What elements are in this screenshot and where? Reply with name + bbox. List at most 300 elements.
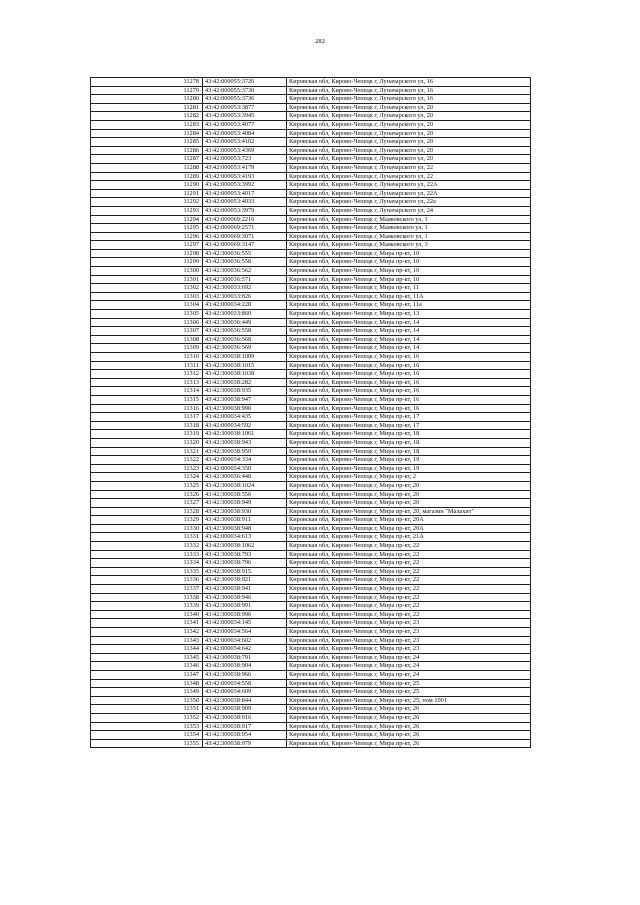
- address-cell: Кировская обл, Кирово-Чепецк г, Мира пр-кт, 21А: [287, 533, 531, 542]
- row-number-cell: 11310: [91, 353, 203, 362]
- row-number-cell: 11311: [91, 361, 203, 370]
- address-cell: Кировская обл, Кирово-Чепецк г, Луначарского ул, 16: [287, 95, 531, 104]
- row-number-cell: 11326: [91, 490, 203, 499]
- row-number-cell: 11317: [91, 413, 203, 422]
- table-row: [91, 189, 531, 198]
- address-cell: Кировская обл, Кирово-Чепецк г, Мира пр-кт, 22: [287, 542, 531, 551]
- cadastral-number-cell: 43:42:300036:569: [203, 344, 287, 353]
- table-row: [91, 533, 531, 542]
- row-number-cell: 11343: [91, 636, 203, 645]
- cadastral-number-cell: 43:42:300038:935: [203, 387, 287, 396]
- row-number-cell: 11338: [91, 593, 203, 602]
- table-row: [91, 473, 531, 482]
- table-row: [91, 361, 531, 370]
- table-row: [91, 559, 531, 568]
- cadastral-number-cell: 43:42:000053:4077: [203, 120, 287, 129]
- cadastral-number-cell: 43:42:300038:991: [203, 602, 287, 611]
- table-row: [91, 490, 531, 499]
- cadastral-number-cell: 43:42:000034:613: [203, 533, 287, 542]
- row-number-cell: 11300: [91, 267, 203, 276]
- table-row: [91, 653, 531, 662]
- address-cell: Кировская обл, Кирово-Чепецк г, Мира пр-кт, 22: [287, 593, 531, 602]
- cadastral-number-cell: 43:42:000034:602: [203, 636, 287, 645]
- address-cell: Кировская обл, Кирово-Чепецк г, Мира пр-кт, 23: [287, 628, 531, 637]
- row-number-cell: 11331: [91, 533, 203, 542]
- row-number-cell: 11284: [91, 129, 203, 138]
- table-row: [91, 679, 531, 688]
- address-cell: Кировская обл, Кирово-Чепецк г, Мира пр-кт, 10: [287, 258, 531, 267]
- address-cell: Кировская обл, Кирово-Чепецк г, Мира пр-кт, 14: [287, 318, 531, 327]
- row-number-cell: 11297: [91, 241, 203, 250]
- address-cell: Кировская обл, Кирово-Чепецк г, Мира пр-кт, 25: [287, 679, 531, 688]
- address-cell: Кировская обл, Кирово-Чепецк г, Мира пр-кт, 11А: [287, 292, 531, 301]
- table-row: [91, 645, 531, 654]
- register-table: [90, 77, 531, 748]
- address-cell: Кировская обл, Кирово-Чепецк г, Маяковского ул, 1: [287, 232, 531, 241]
- row-number-cell: 11294: [91, 215, 203, 224]
- table-row: [91, 395, 531, 404]
- row-number-cell: 11319: [91, 430, 203, 439]
- cadastral-number-cell: 43:42:300038:791: [203, 653, 287, 662]
- cadastral-number-cell: 43:42:000034:642: [203, 645, 287, 654]
- table-row: [91, 456, 531, 465]
- table-row: [91, 481, 531, 490]
- cadastral-number-cell: 43:42:000034:609: [203, 688, 287, 697]
- address-cell: Кировская обл, Кирово-Чепецк г, Мира пр-кт, 20: [287, 490, 531, 499]
- cadastral-number-cell: 43:42:300036:571: [203, 275, 287, 284]
- table-row: [91, 224, 531, 233]
- table-row: [91, 275, 531, 284]
- row-number-cell: 11340: [91, 610, 203, 619]
- cadastral-number-cell: 43:42:000053:3992: [203, 181, 287, 190]
- address-cell: Кировская обл, Кирово-Чепецк г, Мира пр-кт, 19: [287, 456, 531, 465]
- cadastral-number-cell: 43:42:300038:954: [203, 731, 287, 740]
- address-cell: Кировская обл, Кирово-Чепецк г, Мира пр-кт, 16: [287, 387, 531, 396]
- address-cell: Кировская обл, Кирово-Чепецк г, Мира пр-кт, 20, магазин "Малахит": [287, 507, 531, 516]
- table-row: [91, 146, 531, 155]
- table-row: [91, 370, 531, 379]
- row-number-cell: 11290: [91, 181, 203, 190]
- cadastral-number-cell: 43:42:300033:860: [203, 310, 287, 319]
- cadastral-number-cell: 43:42:300038:950: [203, 447, 287, 456]
- table-row: [91, 602, 531, 611]
- row-number-cell: 11349: [91, 688, 203, 697]
- table-row: [91, 95, 531, 104]
- address-cell: Кировская обл, Кирово-Чепецк г, Мира пр-кт, 17: [287, 421, 531, 430]
- address-cell: Кировская обл, Кирово-Чепецк г, Мира пр-кт, 24: [287, 670, 531, 679]
- row-number-cell: 11282: [91, 112, 203, 121]
- row-number-cell: 11342: [91, 628, 203, 637]
- cadastral-number-cell: 43:42:300038:793: [203, 550, 287, 559]
- address-cell: Кировская обл, Кирово-Чепецк г, Мира пр-кт, 24: [287, 662, 531, 671]
- address-cell: Кировская обл, Кирово-Чепецк г, Луначарского ул, 20: [287, 129, 531, 138]
- cadastral-number-cell: 43:42:000055:3730: [203, 86, 287, 95]
- cadastral-number-cell: 43:42:300038:966: [203, 670, 287, 679]
- row-number-cell: 11354: [91, 731, 203, 740]
- table-row: [91, 447, 531, 456]
- cadastral-number-cell: 43:42:300038:844: [203, 696, 287, 705]
- row-number-cell: 11322: [91, 456, 203, 465]
- address-cell: Кировская обл, Кирово-Чепецк г, Луначарского ул, 22А: [287, 189, 531, 198]
- table-row: [91, 232, 531, 241]
- row-number-cell: 11353: [91, 722, 203, 731]
- table-row: [91, 731, 531, 740]
- address-cell: Кировская обл, Кирово-Чепецк г, Мира пр-кт, 14: [287, 327, 531, 336]
- cadastral-number-cell: 43:42:300036:562: [203, 267, 287, 276]
- table-row: [91, 688, 531, 697]
- row-number-cell: 11298: [91, 249, 203, 258]
- table-row: [91, 163, 531, 172]
- table-row: [91, 198, 531, 207]
- address-cell: Кировская обл, Кирово-Чепецк г, Луначарского ул, 20: [287, 146, 531, 155]
- address-cell: Кировская обл, Кирово-Чепецк г, Мира пр-кт, 25: [287, 688, 531, 697]
- table-row: [91, 327, 531, 336]
- cadastral-number-cell: 43:42:300036:558: [203, 258, 287, 267]
- cadastral-number-cell: 43:42:000053:4369: [203, 146, 287, 155]
- address-cell: Кировская обл, Кирово-Чепецк г, Мира пр-кт, 2: [287, 473, 531, 482]
- row-number-cell: 11325: [91, 481, 203, 490]
- address-cell: Кировская обл, Кирово-Чепецк г, Мира пр-кт, 11: [287, 284, 531, 293]
- table-row: [91, 206, 531, 215]
- row-number-cell: 11336: [91, 576, 203, 585]
- address-cell: Кировская обл, Кирово-Чепецк г, Луначарского ул, 16: [287, 78, 531, 87]
- row-number-cell: 11330: [91, 524, 203, 533]
- table-row: [91, 593, 531, 602]
- address-cell: Кировская обл, Кирово-Чепецк г, Мира пр-кт, 18: [287, 447, 531, 456]
- row-number-cell: 11303: [91, 292, 203, 301]
- row-number-cell: 11329: [91, 516, 203, 525]
- row-number-cell: 11350: [91, 696, 203, 705]
- cadastral-number-cell: 43:42:300038:1009: [203, 353, 287, 362]
- row-number-cell: 11283: [91, 120, 203, 129]
- table-row: [91, 103, 531, 112]
- table-row: [91, 292, 531, 301]
- address-cell: Кировская обл, Кирово-Чепецк г, Мира пр-кт, 18: [287, 438, 531, 447]
- address-cell: Кировская обл, Кирово-Чепецк г, Мира пр-кт, 16: [287, 370, 531, 379]
- address-cell: Кировская обл, Кирово-Чепецк г, Луначарского ул, 16: [287, 86, 531, 95]
- table-row: [91, 705, 531, 714]
- table-row: [91, 318, 531, 327]
- row-number-cell: 11321: [91, 447, 203, 456]
- cadastral-number-cell: 43:42:000034:145: [203, 619, 287, 628]
- address-cell: Кировская обл, Кирово-Чепецк г, Мира пр-кт, 26: [287, 722, 531, 731]
- row-number-cell: 11299: [91, 258, 203, 267]
- table-row: [91, 567, 531, 576]
- address-cell: Кировская обл, Кирово-Чепецк г, Мира пр-кт, 22: [287, 567, 531, 576]
- row-number-cell: 11289: [91, 172, 203, 181]
- address-cell: Кировская обл, Кирово-Чепецк г, Мира пр-кт, 26: [287, 731, 531, 740]
- address-cell: Кировская обл, Кирово-Чепецк г, Луначарского ул, 22: [287, 172, 531, 181]
- row-number-cell: 11296: [91, 232, 203, 241]
- cadastral-number-cell: 43:42:000053:3945: [203, 112, 287, 121]
- address-cell: Кировская обл, Кирово-Чепецк г, Луначарского ул, 24: [287, 206, 531, 215]
- row-number-cell: 11305: [91, 310, 203, 319]
- row-number-cell: 11314: [91, 387, 203, 396]
- table-row: [91, 670, 531, 679]
- cadastral-number-cell: 43:42:000069:3147: [203, 241, 287, 250]
- address-cell: Кировская обл, Кирово-Чепецк г, Мира пр-кт, 13: [287, 310, 531, 319]
- table-row: [91, 249, 531, 258]
- table-row: [91, 129, 531, 138]
- row-number-cell: 11307: [91, 327, 203, 336]
- row-number-cell: 11312: [91, 370, 203, 379]
- row-number-cell: 11281: [91, 103, 203, 112]
- row-number-cell: 11318: [91, 421, 203, 430]
- row-number-cell: 11313: [91, 378, 203, 387]
- row-number-cell: 11323: [91, 464, 203, 473]
- cadastral-number-cell: 43:42:300038:904: [203, 662, 287, 671]
- address-cell: Кировская обл, Кирово-Чепецк г, Маяковского ул, 1: [287, 215, 531, 224]
- row-number-cell: 11279: [91, 86, 203, 95]
- row-number-cell: 11348: [91, 679, 203, 688]
- address-cell: Кировская обл, Кирово-Чепецк г, Луначарского ул, 20: [287, 155, 531, 164]
- cadastral-number-cell: 43:42:000053:4179: [203, 163, 287, 172]
- table-row: [91, 120, 531, 129]
- row-number-cell: 11351: [91, 705, 203, 714]
- cadastral-number-cell: 43:42:300038:911: [203, 516, 287, 525]
- cadastral-number-cell: 43:42:000053:4193: [203, 172, 287, 181]
- table-row: [91, 464, 531, 473]
- address-cell: Кировская обл, Кирово-Чепецк г, Мира пр-кт, 26: [287, 713, 531, 722]
- address-cell: Кировская обл, Кирово-Чепецк г, Мира пр-кт, 16: [287, 395, 531, 404]
- cadastral-number-cell: 43:42:000053:4033: [203, 198, 287, 207]
- row-number-cell: 11347: [91, 670, 203, 679]
- row-number-cell: 11355: [91, 739, 203, 748]
- cadastral-number-cell: 43:42:300038:282: [203, 378, 287, 387]
- table-row: [91, 610, 531, 619]
- cadastral-number-cell: 43:42:300038:917: [203, 722, 287, 731]
- table-row: [91, 404, 531, 413]
- address-cell: Кировская обл, Кирово-Чепецк г, Мира пр-кт, 19: [287, 464, 531, 473]
- address-cell: Кировская обл, Кирово-Чепецк г, Луначарского ул, 20: [287, 138, 531, 147]
- table-row: [91, 524, 531, 533]
- address-cell: Кировская обл, Кирово-Чепецк г, Луначарского ул, 22а: [287, 198, 531, 207]
- address-cell: Кировская обл, Кирово-Чепецк г, Мира пр-кт, 22: [287, 602, 531, 611]
- table-row: [91, 335, 531, 344]
- table-row: [91, 628, 531, 637]
- cadastral-number-cell: 43:42:300036:558: [203, 327, 287, 336]
- cadastral-number-cell: 43:42:300038:915: [203, 567, 287, 576]
- address-cell: Кировская обл, Кирово-Чепецк г, Мира пр-кт, 26: [287, 705, 531, 714]
- cadastral-number-cell: 43:42:000034:592: [203, 421, 287, 430]
- table-row: [91, 258, 531, 267]
- table-row: [91, 438, 531, 447]
- cadastral-number-cell: 43:42:300038:948: [203, 524, 287, 533]
- cadastral-number-cell: 43:42:300038:921: [203, 576, 287, 585]
- address-cell: Кировская обл, Кирово-Чепецк г, Мира пр-кт, 23: [287, 645, 531, 654]
- cadastral-number-cell: 43:42:300038:1024: [203, 481, 287, 490]
- row-number-cell: 11308: [91, 335, 203, 344]
- table-row: [91, 301, 531, 310]
- table-row: [91, 344, 531, 353]
- address-cell: Кировская обл, Кирово-Чепецк г, Мира пр-кт, 20: [287, 499, 531, 508]
- cadastral-number-cell: 43:42:000055:3736: [203, 95, 287, 104]
- row-number-cell: 11293: [91, 206, 203, 215]
- row-number-cell: 11285: [91, 138, 203, 147]
- table-row: [91, 696, 531, 705]
- address-cell: Кировская обл, Кирово-Чепецк г, Мира пр-кт, 17: [287, 413, 531, 422]
- row-number-cell: 11337: [91, 585, 203, 594]
- table-row: [91, 112, 531, 121]
- cadastral-number-cell: 43:42:000053:4017: [203, 189, 287, 198]
- cadastral-number-cell: 43:42:300033:826: [203, 292, 287, 301]
- row-number-cell: 11341: [91, 619, 203, 628]
- cadastral-number-cell: 43:42:300033:692: [203, 284, 287, 293]
- table-row: [91, 155, 531, 164]
- row-number-cell: 11309: [91, 344, 203, 353]
- table-row: [91, 585, 531, 594]
- address-cell: Кировская обл, Кирово-Чепецк г, Мира пр-кт, 22: [287, 610, 531, 619]
- table-row: [91, 662, 531, 671]
- cadastral-number-cell: 43:42:000034:435: [203, 413, 287, 422]
- row-number-cell: 11292: [91, 198, 203, 207]
- cadastral-number-cell: 43:42:300036:568: [203, 335, 287, 344]
- address-cell: Кировская обл, Кирово-Чепецк г, Маяковского ул, 3: [287, 241, 531, 250]
- row-number-cell: 11301: [91, 275, 203, 284]
- address-cell: Кировская обл, Кирово-Чепецк г, Мира пр-кт, 23: [287, 619, 531, 628]
- cadastral-number-cell: 43:42:300036:448: [203, 473, 287, 482]
- cadastral-number-cell: 43:42:300038:1015: [203, 361, 287, 370]
- cadastral-number-cell: 43:42:000034:558: [203, 679, 287, 688]
- register-table-body: [91, 78, 531, 748]
- row-number-cell: 11302: [91, 284, 203, 293]
- row-number-cell: 11345: [91, 653, 203, 662]
- row-number-cell: 11291: [91, 189, 203, 198]
- cadastral-number-cell: 43:42:000034:350: [203, 464, 287, 473]
- address-cell: Кировская обл, Кирово-Чепецк г, Мира пр-кт, 24: [287, 653, 531, 662]
- cadastral-number-cell: 43:42:300038:1038: [203, 370, 287, 379]
- table-row: [91, 353, 531, 362]
- address-cell: Кировская обл, Кирово-Чепецк г, Мира пр-кт, 10: [287, 249, 531, 258]
- row-number-cell: 11352: [91, 713, 203, 722]
- table-row: [91, 378, 531, 387]
- address-cell: Кировская обл, Кирово-Чепецк г, Мира пр-кт, 22: [287, 550, 531, 559]
- row-number-cell: 11327: [91, 499, 203, 508]
- cadastral-number-cell: 43:42:000055:3726: [203, 78, 287, 87]
- row-number-cell: 11280: [91, 95, 203, 104]
- row-number-cell: 11320: [91, 438, 203, 447]
- cadastral-number-cell: 43:42:000053:3979: [203, 206, 287, 215]
- cadastral-number-cell: 43:42:300038:943: [203, 438, 287, 447]
- cadastral-number-cell: 43:42:300036:449: [203, 318, 287, 327]
- address-cell: Кировская обл, Кирово-Чепецк г, Маяковского ул, 1: [287, 224, 531, 233]
- cadastral-number-cell: 43:42:300038:556: [203, 490, 287, 499]
- table-row: [91, 722, 531, 731]
- address-cell: Кировская обл, Кирово-Чепецк г, Мира пр-кт, 25, пом 1001: [287, 696, 531, 705]
- cadastral-number-cell: 43:42:000034:334: [203, 456, 287, 465]
- row-number-cell: 11295: [91, 224, 203, 233]
- cadastral-number-cell: 43:42:300038:1061: [203, 430, 287, 439]
- row-number-cell: 11306: [91, 318, 203, 327]
- row-number-cell: 11335: [91, 567, 203, 576]
- address-cell: Кировская обл, Кирово-Чепецк г, Мира пр-кт, 20А: [287, 524, 531, 533]
- row-number-cell: 11346: [91, 662, 203, 671]
- cadastral-number-cell: 43:42:000069:2571: [203, 224, 287, 233]
- address-cell: Кировская обл, Кирово-Чепецк г, Мира пр-кт, 20А: [287, 516, 531, 525]
- address-cell: Кировская обл, Кирово-Чепецк г, Мира пр-кт, 22: [287, 585, 531, 594]
- cadastral-number-cell: 43:42:000053:4102: [203, 138, 287, 147]
- address-cell: Кировская обл, Кирово-Чепецк г, Луначарского ул, 20: [287, 120, 531, 129]
- address-cell: Кировская обл, Кирово-Чепецк г, Луначарского ул, 20: [287, 112, 531, 121]
- cadastral-number-cell: 43:42:300038:946: [203, 593, 287, 602]
- table-row: [91, 636, 531, 645]
- address-cell: Кировская обл, Кирово-Чепецк г, Мира пр-кт, 18: [287, 430, 531, 439]
- address-cell: Кировская обл, Кирово-Чепецк г, Мира пр-кт, 14: [287, 344, 531, 353]
- table-row: [91, 739, 531, 748]
- address-cell: Кировская обл, Кирово-Чепецк г, Мира пр-кт, 26: [287, 739, 531, 748]
- cadastral-number-cell: 43:42:300038:1062: [203, 542, 287, 551]
- row-number-cell: 11339: [91, 602, 203, 611]
- table-row: [91, 713, 531, 722]
- cadastral-number-cell: 43:42:300038:949: [203, 499, 287, 508]
- cadastral-number-cell: 43:42:000053:723: [203, 155, 287, 164]
- table-row: [91, 310, 531, 319]
- cadastral-number-cell: 43:42:300038:990: [203, 404, 287, 413]
- row-number-cell: 11287: [91, 155, 203, 164]
- address-cell: Кировская обл, Кирово-Чепецк г, Мира пр-кт, 16: [287, 361, 531, 370]
- table-row: [91, 138, 531, 147]
- table-row: [91, 387, 531, 396]
- table-row: [91, 78, 531, 87]
- address-cell: Кировская обл, Кирово-Чепецк г, Мира пр-кт, 11а: [287, 301, 531, 310]
- address-cell: Кировская обл, Кирово-Чепецк г, Луначарского ул, 22А: [287, 181, 531, 190]
- cadastral-number-cell: 43:42:000069:2216: [203, 215, 287, 224]
- row-number-cell: 11332: [91, 542, 203, 551]
- page-number: 282: [315, 38, 325, 45]
- cadastral-number-cell: 43:42:000034:228: [203, 301, 287, 310]
- table-row: [91, 241, 531, 250]
- address-cell: Кировская обл, Кирово-Чепецк г, Луначарского ул, 22: [287, 163, 531, 172]
- cadastral-number-cell: 43:42:000069:3071: [203, 232, 287, 241]
- table-row: [91, 181, 531, 190]
- table-row: [91, 507, 531, 516]
- table-row: [91, 430, 531, 439]
- row-number-cell: 11304: [91, 301, 203, 310]
- address-cell: Кировская обл, Кирово-Чепецк г, Мира пр-кт, 10: [287, 267, 531, 276]
- address-cell: Кировская обл, Кирово-Чепецк г, Мира пр-кт, 14: [287, 335, 531, 344]
- row-number-cell: 11333: [91, 550, 203, 559]
- table-row: [91, 86, 531, 95]
- address-cell: Кировская обл, Кирово-Чепецк г, Мира пр-кт, 22: [287, 576, 531, 585]
- cadastral-number-cell: 43:42:000034:564: [203, 628, 287, 637]
- row-number-cell: 11278: [91, 78, 203, 87]
- address-cell: Кировская обл, Кирово-Чепецк г, Мира пр-кт, 16: [287, 353, 531, 362]
- table-row: [91, 215, 531, 224]
- cadastral-number-cell: 43:42:000053:3877: [203, 103, 287, 112]
- cadastral-number-cell: 43:42:300038:930: [203, 507, 287, 516]
- row-number-cell: 11286: [91, 146, 203, 155]
- row-number-cell: 11315: [91, 395, 203, 404]
- table-row: [91, 413, 531, 422]
- address-cell: Кировская обл, Кирово-Чепецк г, Мира пр-кт, 20: [287, 481, 531, 490]
- cadastral-number-cell: 43:42:300038:916: [203, 713, 287, 722]
- table-row: [91, 516, 531, 525]
- cadastral-number-cell: 43:42:300038:947: [203, 395, 287, 404]
- row-number-cell: 11344: [91, 645, 203, 654]
- cadastral-number-cell: 43:42:000053:4084: [203, 129, 287, 138]
- table-row: [91, 550, 531, 559]
- cadastral-number-cell: 43:42:300038:979: [203, 739, 287, 748]
- address-cell: Кировская обл, Кирово-Чепецк г, Мира пр-кт, 10: [287, 275, 531, 284]
- address-cell: Кировская обл, Кирово-Чепецк г, Мира пр-кт, 16: [287, 404, 531, 413]
- row-number-cell: 11328: [91, 507, 203, 516]
- cadastral-number-cell: 43:42:300038:796: [203, 559, 287, 568]
- address-cell: Кировская обл, Кирово-Чепецк г, Мира пр-кт, 23: [287, 636, 531, 645]
- table-row: [91, 284, 531, 293]
- row-number-cell: 11334: [91, 559, 203, 568]
- row-number-cell: 11288: [91, 163, 203, 172]
- cadastral-number-cell: 43:42:300036:555: [203, 249, 287, 258]
